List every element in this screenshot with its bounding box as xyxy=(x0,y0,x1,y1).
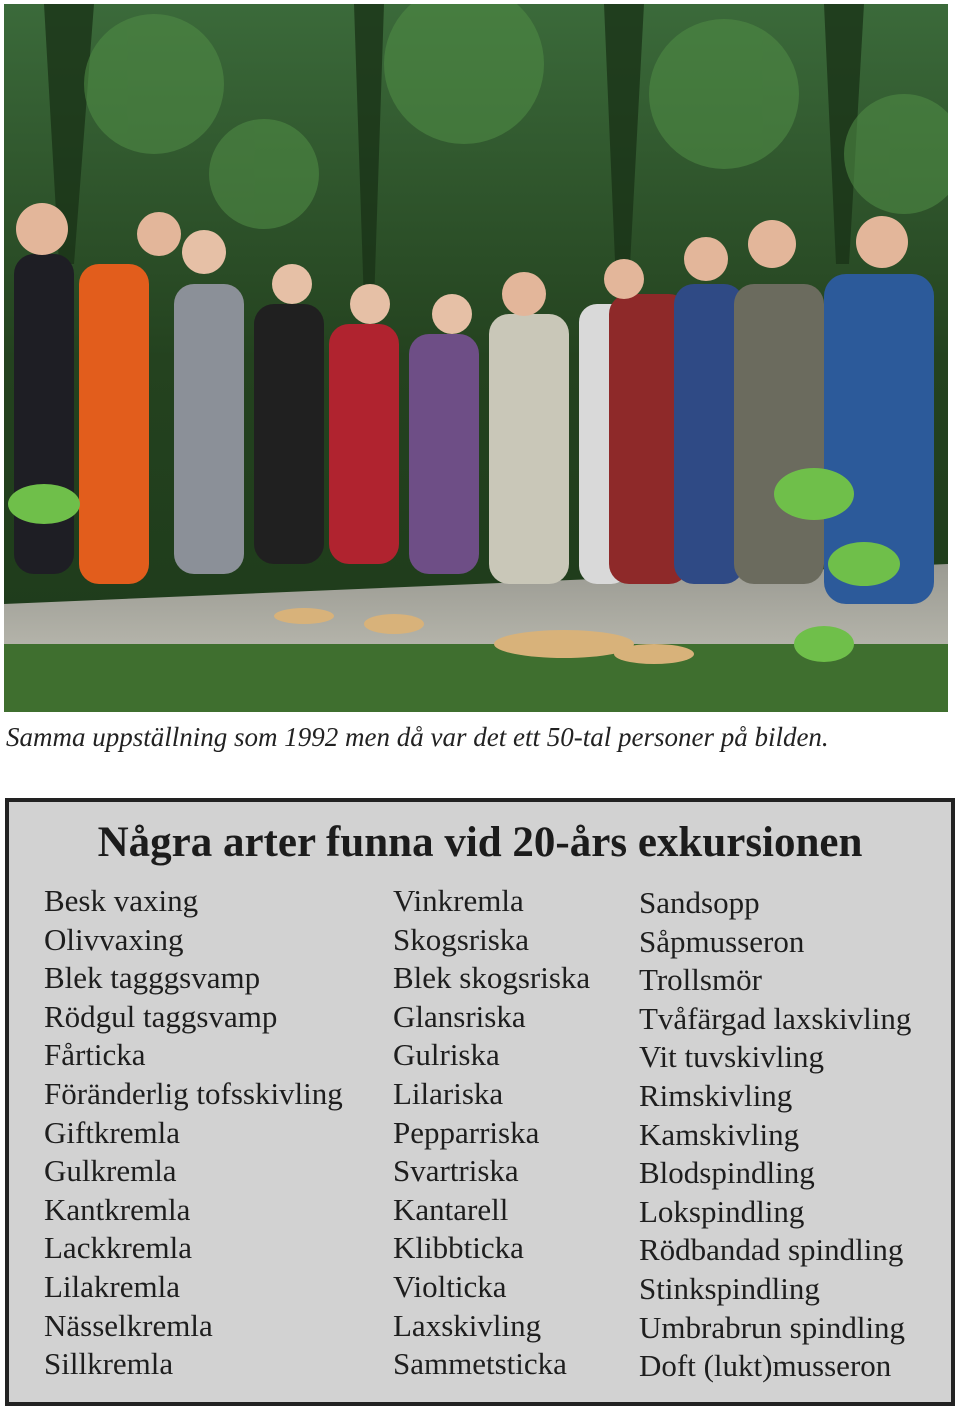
species-column-3 xyxy=(639,884,911,1386)
species-item: Giftkremla xyxy=(44,1114,181,1150)
species-item: Lokspindling xyxy=(639,1193,805,1229)
species-box xyxy=(5,798,955,1406)
species-item: Umbrabrun spindling xyxy=(639,1309,906,1345)
species-item: Lilariska xyxy=(393,1075,504,1111)
species-item: Vit tuvskivling xyxy=(639,1039,825,1075)
species-item: Svartriska xyxy=(393,1153,519,1189)
species-item: Stinkspindling xyxy=(639,1270,820,1306)
species-item: Klibbticka xyxy=(393,1230,524,1266)
species-item: Violticka xyxy=(393,1268,507,1304)
species-item: Kantkremla xyxy=(44,1191,191,1227)
species-item: Olivvaxing xyxy=(44,921,184,957)
species-item: Kamskivling xyxy=(639,1116,800,1152)
species-item: Glansriska xyxy=(393,998,526,1034)
species-item: Blek tagggsvamp xyxy=(44,960,261,996)
species-item: Sandsopp xyxy=(639,885,760,920)
group-photo xyxy=(4,4,948,712)
species-item: Rimskivling xyxy=(639,1077,793,1113)
species-item: Rödgul taggsvamp xyxy=(44,998,278,1034)
species-item: Nässelkremla xyxy=(44,1307,213,1343)
photo-caption: Samma uppställning som 1992 men då var det ett 50-tal personer på bilden. xyxy=(6,722,829,752)
species-item: Besk vaxing xyxy=(44,883,199,918)
species-item: Blodspindling xyxy=(639,1155,815,1191)
species-item: Pepparriska xyxy=(393,1114,540,1150)
species-item: Gulkremla xyxy=(44,1153,177,1189)
species-item: Fårticka xyxy=(44,1037,146,1073)
species-item: Sammetsticka xyxy=(393,1346,567,1382)
species-item: Lilakremla xyxy=(44,1268,180,1304)
species-item: Sillkremla xyxy=(44,1346,174,1382)
species-item: Doft (lukt)musseron xyxy=(639,1348,892,1384)
species-item: Laxskivling xyxy=(393,1307,542,1343)
group-photo-icon xyxy=(4,4,948,712)
species-item: Trollsmör xyxy=(639,962,762,998)
species-item: Kantarell xyxy=(393,1191,509,1227)
species-item: Rödbandad spindling xyxy=(639,1232,904,1268)
species-item: Tvåfärgad laxskivling xyxy=(639,1000,912,1036)
species-item: Föränderlig tofsskivling xyxy=(44,1075,343,1111)
species-item: Lackkremla xyxy=(44,1230,193,1266)
species-column-2 xyxy=(393,882,590,1384)
species-item: Blek skogsriska xyxy=(393,960,591,996)
species-column-1 xyxy=(44,882,343,1384)
species-item: Vinkremla xyxy=(393,883,524,918)
species-item: Gulriska xyxy=(393,1037,500,1073)
species-item: Såpmusseron xyxy=(639,923,805,959)
species-box-title: Några arter funna vid 20-års exkursionen xyxy=(97,819,863,866)
species-item: Skogsriska xyxy=(393,921,530,957)
